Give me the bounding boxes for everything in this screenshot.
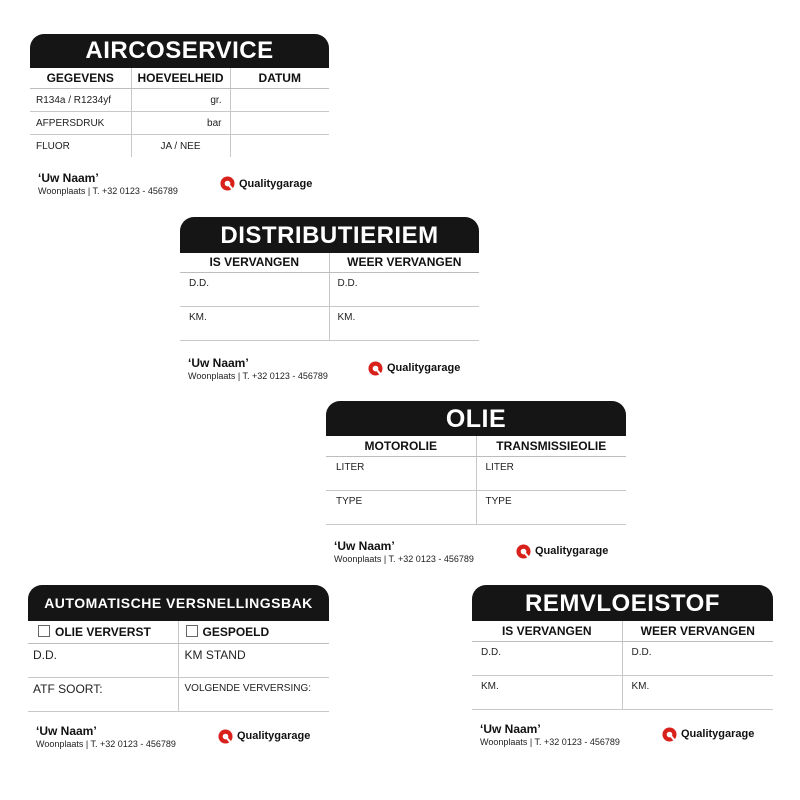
row-unit: gr. (131, 88, 230, 111)
brand-name: ‘Uw Naam’ (38, 171, 99, 185)
row-unit: JA / NEE (131, 134, 230, 157)
label-distributieriem (180, 217, 479, 386)
date-cell (230, 88, 329, 111)
qualitygarage-logo (220, 176, 312, 191)
field-label: VOLGENDE VERVERSING: (178, 677, 329, 711)
field-label: TYPE (326, 490, 476, 524)
qualitygarage-logo-icon (662, 727, 677, 742)
checkbox-olie-ververst[interactable] (28, 621, 178, 643)
brand-name: ‘Uw Naam’ (334, 538, 395, 553)
label-versnellingsbak (28, 585, 329, 754)
qualitygarage-logo-text: Qualitygarage (237, 730, 311, 742)
remvloeistof-table (472, 621, 773, 710)
field-label: KM. (472, 675, 622, 709)
label-title: REMVLOEISTOF (472, 585, 773, 621)
field-label: D.D. (329, 272, 479, 306)
field-label: TYPE (476, 490, 626, 524)
checkbox-icon[interactable] (186, 625, 198, 637)
field-label: D.D. (472, 641, 622, 675)
column-header: TRANSMISSIEOLIE (476, 436, 626, 456)
date-cell (230, 111, 329, 134)
qualitygarage-logo-text: Qualitygarage (387, 362, 461, 374)
label-title: AUTOMATISCHE VERSNELLINGSBAK (28, 585, 329, 621)
checkbox-icon[interactable] (38, 625, 50, 637)
table-row (30, 88, 329, 111)
brand-contact: Woonplaats | T. +32 0123 - 456789 (480, 736, 620, 747)
brand-name: ‘Uw Naam’ (188, 355, 249, 370)
label-footer (180, 356, 479, 386)
field-label: D.D. (28, 643, 178, 677)
row-label: FLUOR (36, 140, 70, 152)
column-header: IS VERVANGEN (472, 621, 622, 641)
field-label: KM. (180, 306, 329, 340)
aircoservice-table (30, 68, 329, 157)
label-olie (326, 401, 626, 569)
checkbox-label: OLIE VERVERST (55, 624, 151, 639)
table-row (180, 272, 479, 306)
date-cell (230, 134, 329, 157)
label-footer (326, 539, 626, 569)
field-label: ATF SOORT: (28, 677, 178, 711)
brand-name: ‘Uw Naam’ (480, 721, 541, 736)
table-row (30, 134, 329, 157)
qualitygarage-logo-icon (220, 176, 235, 191)
qualitygarage-logo (218, 729, 310, 744)
table-row (326, 490, 626, 524)
field-label: LITER (476, 456, 626, 490)
table-row (28, 677, 329, 711)
label-title: AIRCOSERVICE (30, 34, 329, 68)
table-row (472, 675, 773, 709)
field-label: D.D. (622, 641, 773, 675)
row-label: AFPERSDRUK (30, 111, 131, 134)
field-label: KM. (329, 306, 479, 340)
row-label: R134a / R1234yf (30, 88, 131, 111)
table-row (472, 641, 773, 675)
qualitygarage-logo (368, 361, 460, 376)
checkbox-gespoeld[interactable] (178, 621, 329, 643)
qualitygarage-logo (516, 544, 608, 559)
row-unit: bar (131, 111, 230, 134)
column-header: WEER VERVANGEN (329, 253, 479, 272)
label-title: OLIE (326, 401, 626, 436)
label-footer (30, 171, 329, 201)
qualitygarage-logo-text: Qualitygarage (535, 545, 609, 557)
label-aircoservice (30, 34, 329, 201)
field-label: KM STAND (178, 643, 329, 677)
qualitygarage-logo-icon (516, 544, 531, 559)
table-row (30, 111, 329, 134)
qualitygarage-logo-text: Qualitygarage (239, 177, 313, 190)
checkbox-label: GESPOELD (202, 624, 270, 639)
label-remvloeistof (472, 585, 773, 752)
column-header: IS VERVANGEN (180, 253, 329, 272)
brand-contact: Woonplaats | T. +32 0123 - 456789 (36, 738, 176, 749)
table-row (326, 456, 626, 490)
column-header: HOEVEELHEID (131, 68, 230, 88)
table-row (180, 306, 479, 340)
field-label: LITER (326, 456, 476, 490)
column-header: DATUM (230, 68, 329, 88)
qualitygarage-logo-text: Qualitygarage (681, 728, 755, 740)
qualitygarage-logo-icon (368, 361, 383, 376)
distributieriem-table (180, 253, 479, 341)
qualitygarage-logo-icon (218, 729, 233, 744)
field-label: KM. (622, 675, 773, 709)
label-title: DISTRIBUTIERIEM (180, 217, 479, 253)
field-label: D.D. (180, 272, 329, 306)
versnellingsbak-table (28, 621, 329, 712)
brand-contact: Woonplaats | T. +32 0123 - 456789 (38, 186, 178, 196)
brand-contact: Woonplaats | T. +32 0123 - 456789 (188, 370, 328, 381)
label-footer (28, 724, 329, 754)
column-header: MOTOROLIE (326, 436, 476, 456)
table-row (28, 643, 329, 677)
brand-name: ‘Uw Naam’ (36, 723, 97, 738)
column-header: GEGEVENS (30, 68, 131, 88)
column-header: WEER VERVANGEN (622, 621, 773, 641)
brand-contact: Woonplaats | T. +32 0123 - 456789 (334, 553, 474, 564)
olie-table (326, 436, 626, 525)
qualitygarage-logo (662, 727, 754, 742)
label-footer (472, 722, 773, 752)
